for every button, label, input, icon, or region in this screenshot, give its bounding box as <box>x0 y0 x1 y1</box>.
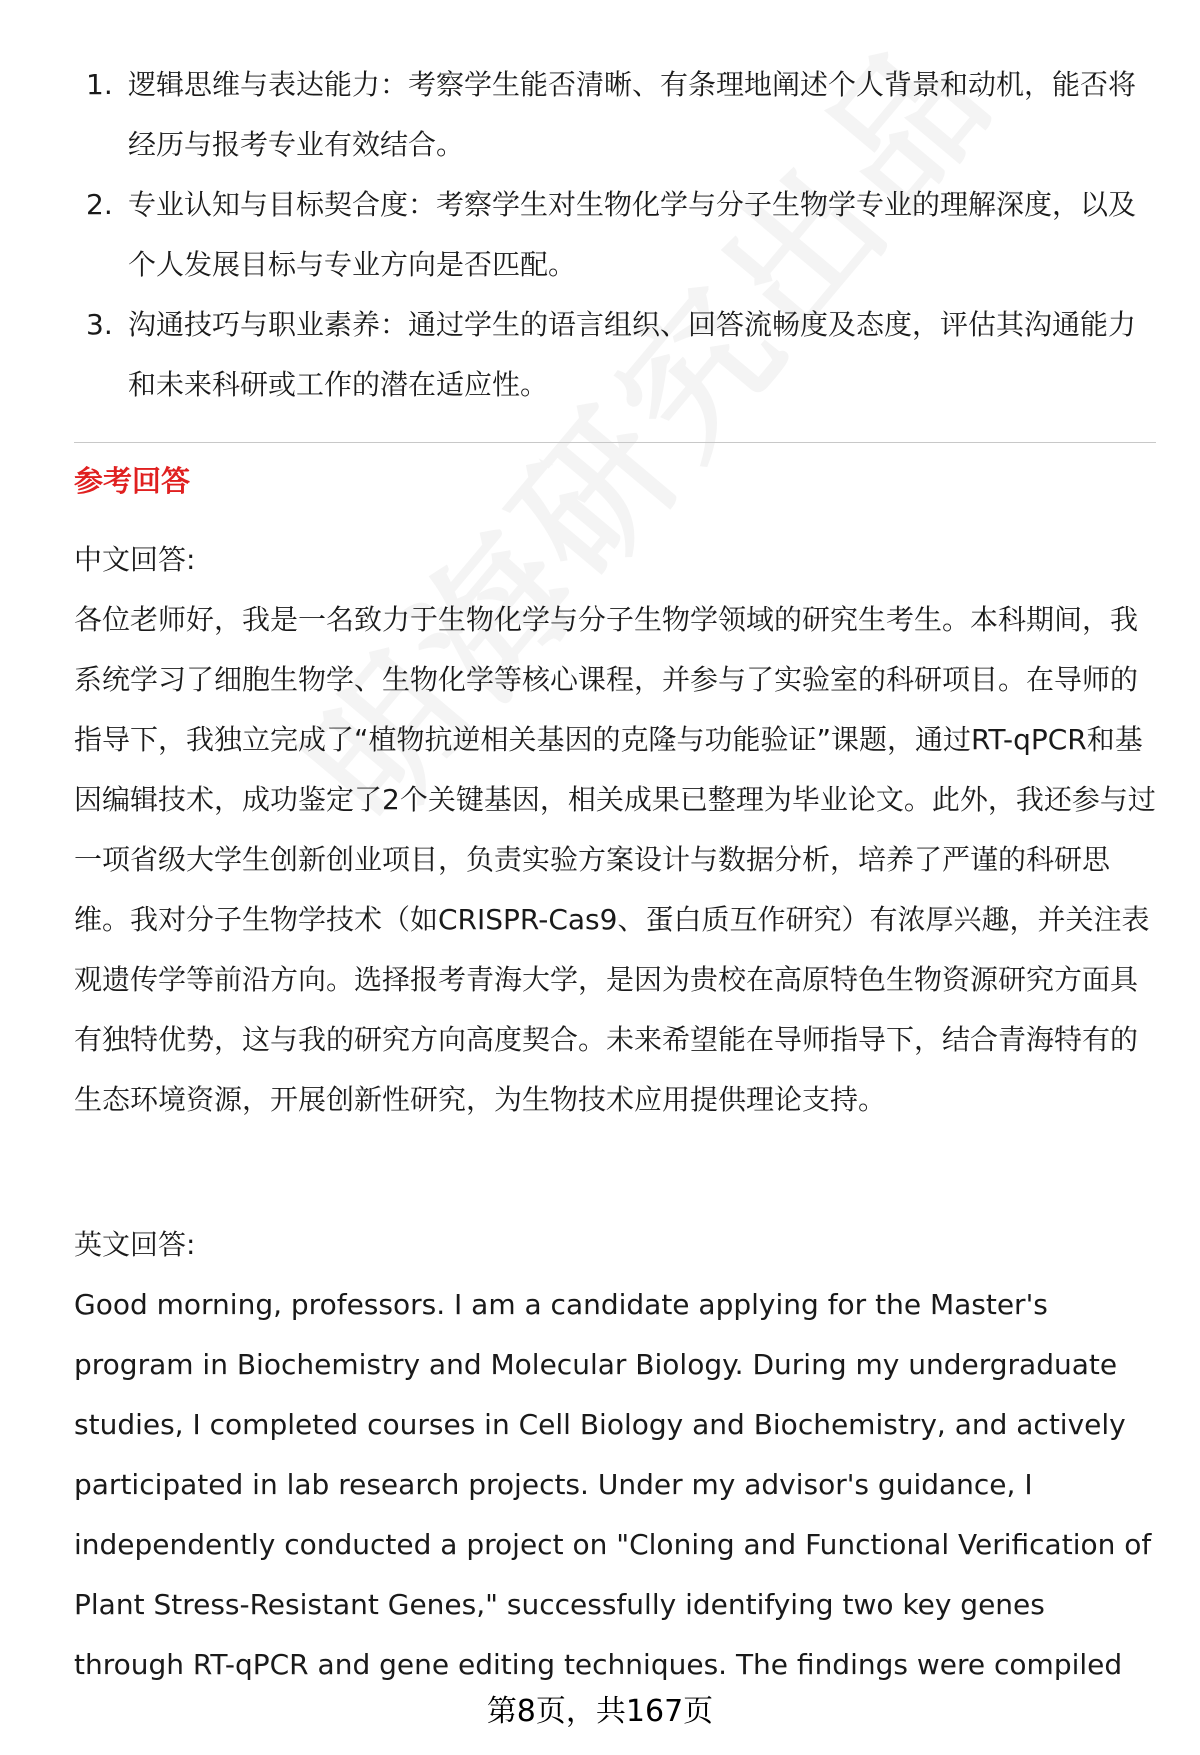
list-item <box>74 175 1154 295</box>
english-answer-label: 英文回答: <box>74 1228 196 1261</box>
reference-answer-heading: 参考回答 <box>74 464 191 498</box>
evaluation-criteria-list <box>74 55 1154 415</box>
list-item-number: 3. <box>86 308 113 341</box>
list-item <box>74 55 1154 175</box>
list-item-text: 逻辑思维与表达能力：考察学生能否清晰、有条理地阐述个人背景和动机，能否将经历与报考专业有效结合。 <box>128 68 1137 161</box>
chinese-answer-label: 中文回答: <box>74 543 196 576</box>
chinese-answer-body <box>74 590 1156 1130</box>
list-item-number: 2. <box>86 188 113 221</box>
chinese-answer-text: 各位老师好，我是一名致力于生物化学与分子生物学领域的研究生考生。本科期间，我系统学习了细胞生物学、生物化学等核心课程，并参与了实验室的科研项目。在导师的指导下，我独立完成了“植物抗逆相关基因的克隆与功能验证”课题，通过RT-qPCR和基因编辑技术，成功鉴定了2个关键基因，相关成果已整理为毕业论文。此外，我还参与过一项省级大学生创新创业项目，负责实验方案设计与数据分析，培养了严谨的科研思维。我对分子生物学技术（如CRISPR-Cas9、蛋白质互作研究）有浓厚兴趣，并关注表观遗传学等前沿方向。选择报考青海大学，是因为贵校在高原特色生物资源研究方面具有独特优势，这与我的研究方向高度契合。未来希望能在导师指导下，结合青海特有的生态环境资源，开展创新性研究，为生物技术应用提供理论支持。 <box>74 603 1156 1116</box>
list-item-number: 1. <box>86 68 113 101</box>
english-answer-body <box>74 1275 1156 1695</box>
section-divider <box>74 442 1156 443</box>
page-number-footer: 第8页，共167页 <box>486 1694 714 1729</box>
list-item-text: 沟通技巧与职业素养：通过学生的语言组织、回答流畅度及态度，评估其沟通能力和未来科研或工作的潜在适应性。 <box>128 308 1137 401</box>
list-item <box>74 295 1154 415</box>
english-answer-text: Good morning, professors. I am a candidate applying for the Master's program in Biochemistry and Molecular Biology. During my undergraduate studies, I completed courses in Cell Biology and Biochemistry, and actively participated in lab research projects. Under my advisor's guidance, I independently conducted a project on "Cloning and Functional Verification of Plant Stress-Resistant Genes," successfully identifying two key genes through RT-qPCR and gene editing techniques. The findings were compiled <box>74 1288 1152 1681</box>
list-item-text: 专业认知与目标契合度：考察学生对生物化学与分子生物学专业的理解深度，以及个人发展目标与专业方向是否匹配。 <box>128 188 1137 281</box>
